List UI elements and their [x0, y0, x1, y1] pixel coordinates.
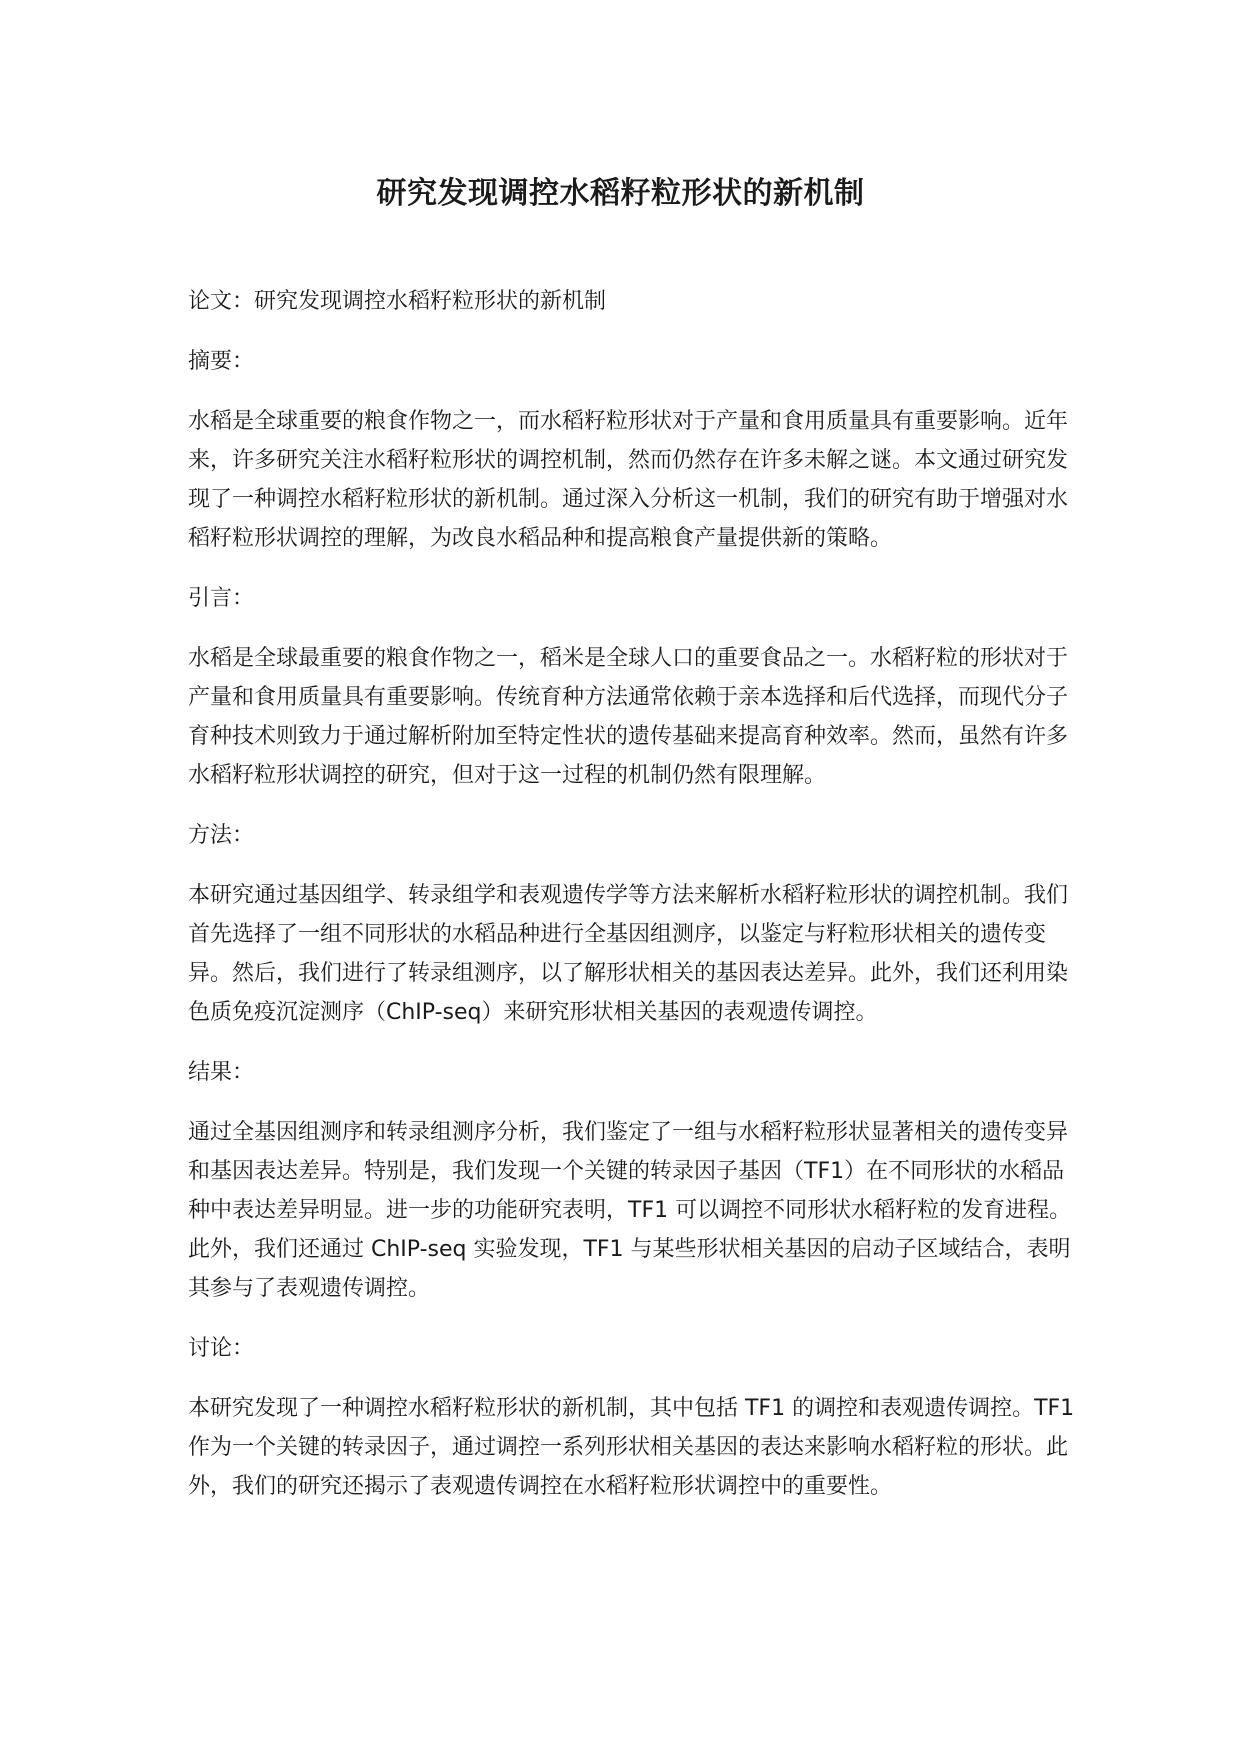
document-title: 研究发现调控水稻籽粒形状的新机制 [376, 176, 865, 211]
section-label-results: 结果： [188, 1060, 255, 1085]
section-label-methods: 方法： [188, 823, 255, 848]
section-label-discussion: 讨论： [188, 1336, 255, 1361]
section-label-introduction: 引言： [188, 586, 255, 611]
section-text-results: 通过全基因组测序和转录组测序分析，我们鉴定了一组与水稻籽粒形状显著相关的遗传变异和基因表达差异。特别是，我们发现一个关键的转录因子基因（TF1）在不同形状的水稻品种中表达差异明显。进一步的功能研究表明，TF1 可以调控不同形状水稻籽粒的发育进程。此外，我们还通过 ChIP-seq 实验发现，TF1 与某些形状相关基因的启动子区域结合，表明其参与了表观遗传调控。 [188, 1120, 1072, 1301]
section-text-introduction: 水稻是全球最重要的粮食作物之一，稻米是全球人口的重要食品之一。水稻籽粒的形状对于产量和食用质量具有重要影响。传统育种方法通常依赖于亲本选择和后代选择，而现代分子育种技术则致力于通过解析附加至特定性状的遗传基础来提高育种效率。然而，虽然有许多水稻籽粒形状调控的研究，但对于这一过程的机制仍然有限理解。 [188, 646, 1069, 788]
section-text-abstract: 水稻是全球重要的粮食作物之一，而水稻籽粒形状对于产量和食用质量具有重要影响。近年来，许多研究关注水稻籽粒形状的调控机制，然而仍然存在许多未解之谜。本文通过研究发现了一种调控水稻籽粒形状的新机制。通过深入分析这一机制，我们的研究有助于增强对水稻籽粒形状调控的理解，为改良水稻品种和提高粮食产量提供新的策略。 [188, 409, 1069, 551]
section-label-abstract: 摘要： [188, 349, 255, 374]
section-text-discussion: 本研究发现了一种调控水稻籽粒形状的新机制，其中包括 TF1 的调控和表观遗传调控。TF1 作为一个关键的转录因子，通过调控一系列形状相关基因的表达来影响水稻籽粒的形状。此外，我们的研究还揭示了表观遗传调控在水稻籽粒形状调控中的重要性。 [188, 1396, 1075, 1499]
paper-line: 论文：研究发现调控水稻籽粒形状的新机制 [188, 289, 607, 314]
section-text-methods: 本研究通过基因组学、转录组学和表观遗传学等方法来解析水稻籽粒形状的调控机制。我们首先选择了一组不同形状的水稻品种进行全基因组测序，以鉴定与籽粒形状相关的遗传变异。然后，我们进行了转录组测序，以了解形状相关的基因表达差异。此外，我们还利用染色质免疫沉淀测序（ChIP-seq）来研究形状相关基因的表观遗传调控。 [188, 883, 1069, 1025]
document-body [188, 282, 1078, 1527]
